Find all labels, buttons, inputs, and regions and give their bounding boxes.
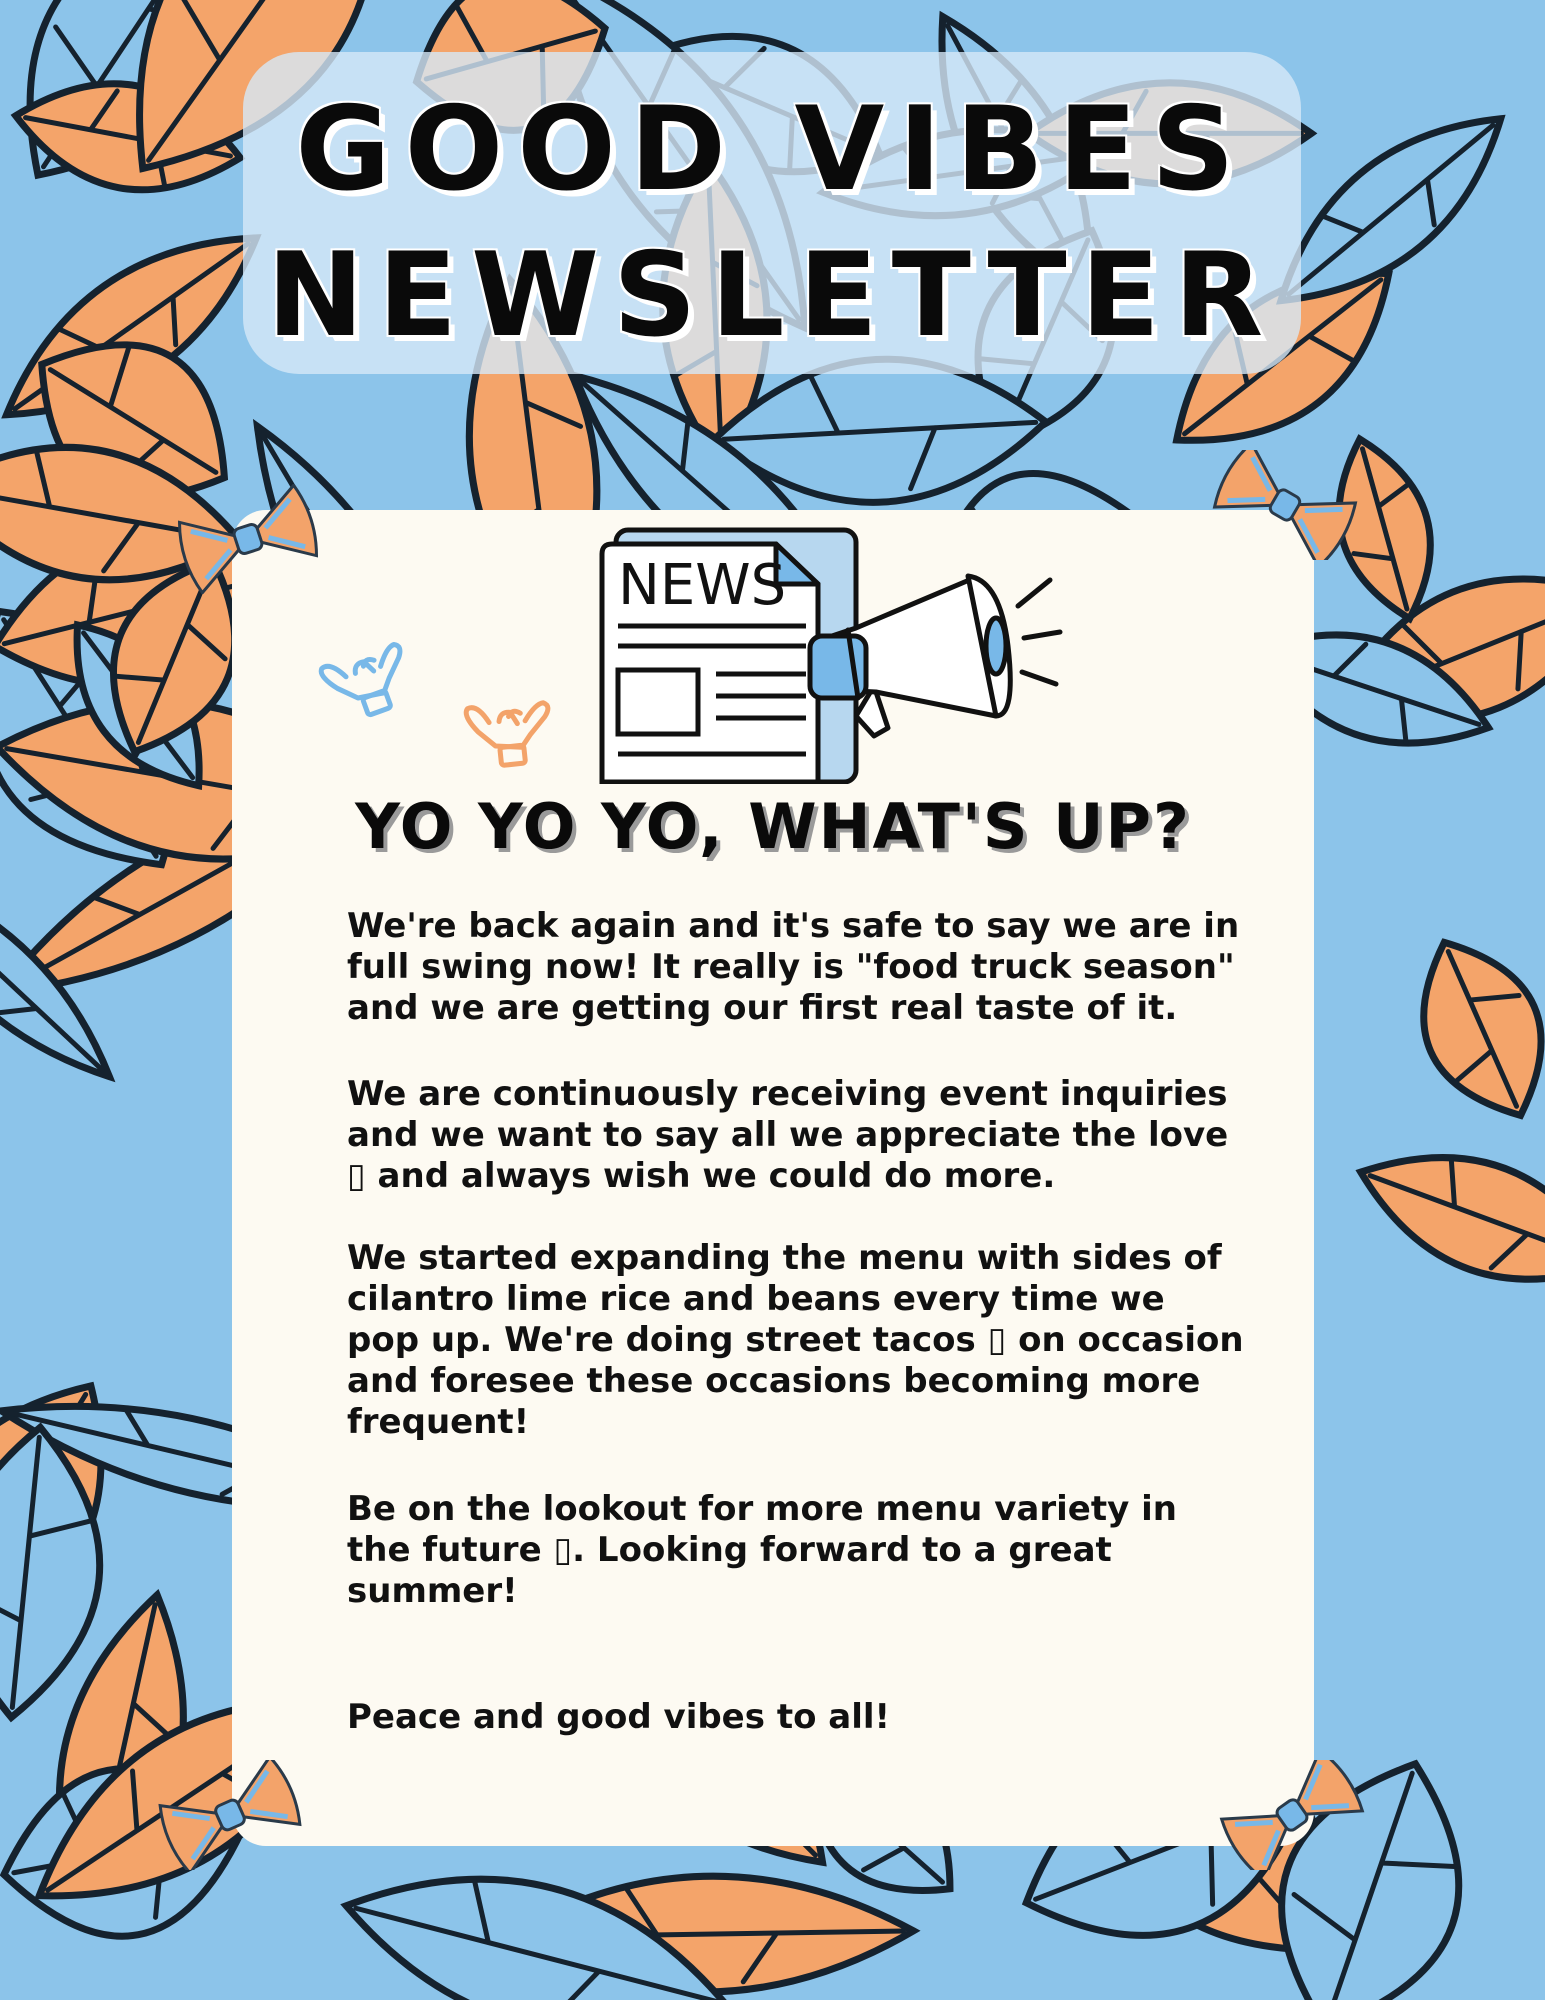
bow-icon (1212, 1760, 1372, 1870)
megaphone-icon (796, 566, 1066, 746)
newsletter-title-line-2: NEWSLETTER (266, 228, 1278, 363)
bow-icon (150, 1760, 310, 1870)
paragraph-5: Peace and good vibes to all! (347, 1697, 891, 1737)
paragraph-1: We're back again and it's safe to say we are in full swing now! It really is "food truck season" and we are getting our first real taste of it. (347, 906, 1240, 1028)
shaka-hand-icon (318, 628, 426, 728)
shaka-hand-icon (460, 680, 568, 780)
news-label: NEWS (618, 553, 787, 618)
bow-icon (1205, 450, 1365, 560)
paragraph-2: We are continuously receiving event inquiries and we want to say all we appreciate the love ▯ and always wish we could do more. (347, 1074, 1229, 1196)
newsletter-title-line-1: GOOD VIBES (295, 82, 1249, 217)
section-heading: YO YO YO, WHAT'S UP? (355, 790, 1191, 863)
paragraph-3: We started expanding the menu with sides of cilantro lime rice and beans every time we pop up. We're doing street tacos ▯ on occasion and foresee these occasions becoming more frequent! (347, 1238, 1244, 1442)
bow-icon (168, 484, 328, 594)
paragraph-4: Be on the lookout for more menu variety in the future ▯. Looking forward to a great summer! (347, 1489, 1177, 1611)
